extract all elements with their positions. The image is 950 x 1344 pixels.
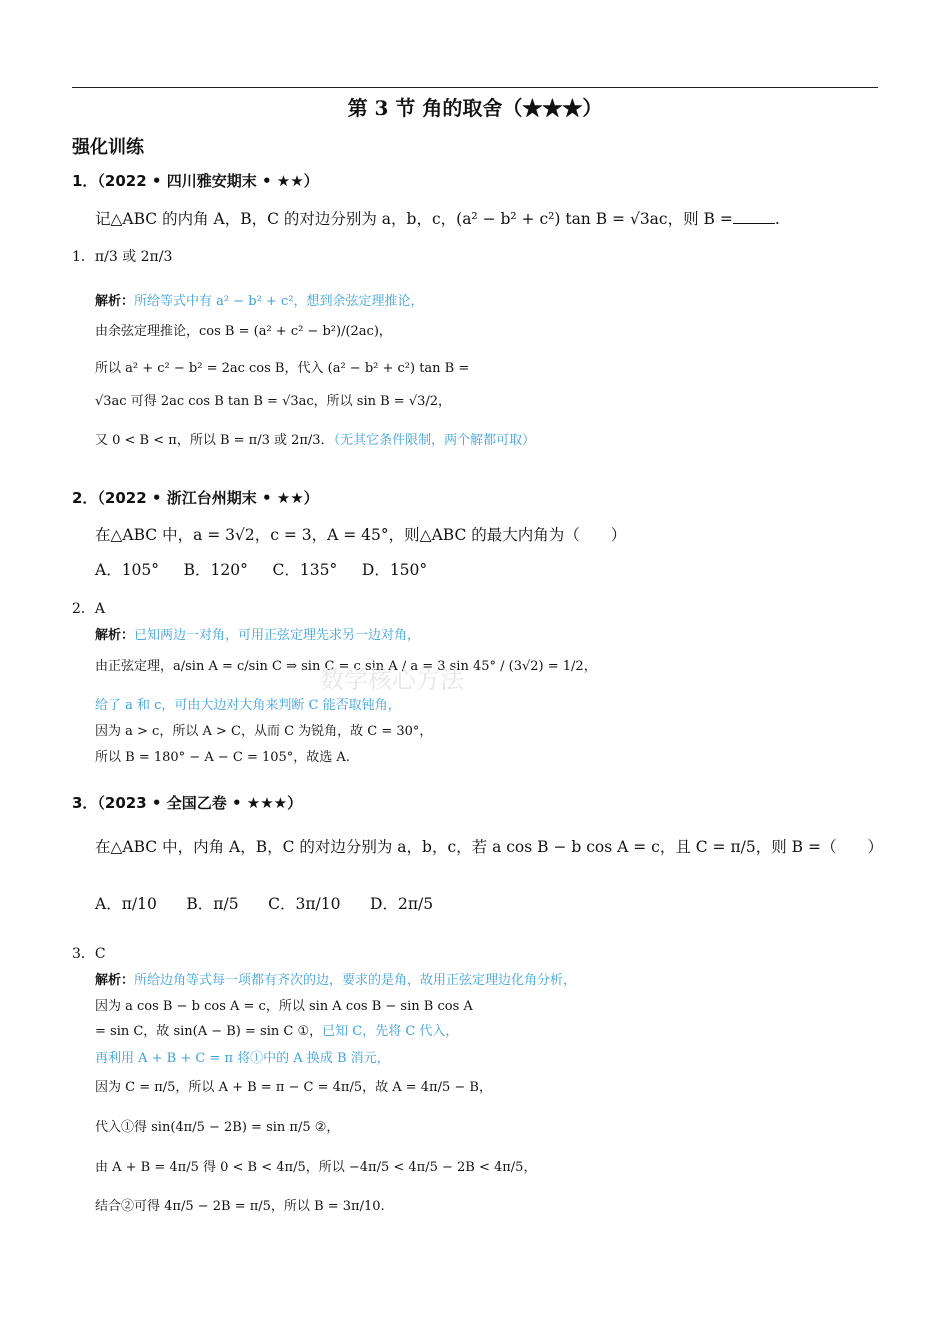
q2-stem: 在△ABC 中，a = 3√2，c = 3，A = 45°，则△ABC 的最大内角为（ ） <box>95 526 627 544</box>
q2-answer: 2．A <box>72 601 106 617</box>
q1-analysis-1 <box>95 290 423 309</box>
q1-analysis-5 <box>95 429 535 448</box>
q3-analysis-3 <box>95 1020 458 1039</box>
q2-option-a: A．105° <box>95 561 160 579</box>
q2-head: 2．（2022 • 浙江台州期末 • ★★） <box>72 489 319 507</box>
q3-hint-2: 已知 C，先将 C 代入， <box>322 1024 459 1039</box>
q3-hint-3: 再利用 A + B + C = π 将①中的 A 换成 B 消元， <box>95 1051 390 1066</box>
watermark: 数学核心方法 <box>320 666 464 694</box>
q1-head: 1．（2022 • 四川雅安期末 • ★★） <box>72 172 319 190</box>
q1-answer-prefix: 1． <box>72 249 95 265</box>
q1-stem: 记△ABC 的内角 A，B，C 的对边分别为 a，b，c，(a² − b² + c²) tan B = √3ac，则 B = . <box>95 210 780 228</box>
q1-analysis-2: 由余弦定理推论，cos B = (a² + c² − b²)/(2ac)， <box>95 324 392 339</box>
q3-hint-1: 所给边角等式每一项都有齐次的边，要求的是角，故用正弦定理边化角分析， <box>134 973 577 988</box>
section-heading: 强化训练 <box>72 137 144 158</box>
q3-analysis-5: 因为 C = π/5，所以 A + B = π − C = 4π/5，故 A = 4π/5 − B， <box>95 1080 492 1095</box>
q1-answer-blank <box>733 223 775 224</box>
q3-analysis-2: 因为 a cos B − b cos A = c，所以 sin A cos B − sin B cos A <box>95 999 473 1014</box>
q3-analysis-8: 结合②可得 4π/5 − 2B = π/5，所以 B = 3π/10. <box>95 1199 385 1214</box>
q1-answer <box>72 246 172 266</box>
q3-options <box>95 892 433 914</box>
q2-hint-2: 给了 a 和 c，可由大边对大角来判断 C 能否取钝角， <box>95 698 401 713</box>
q2-analysis-4: 因为 a > c，所以 A > C，从而 C 为锐角，故 C = 30°， <box>95 724 433 739</box>
q2-option-b: B．120° <box>183 561 248 579</box>
q1-analysis-3: 所以 a² + c² − b² = 2ac cos B，代入 (a² − b² + c²) tan B = <box>95 361 470 376</box>
q2-analysis-label: 解析： <box>95 628 135 643</box>
q2-analysis-5: 所以 B = 180° − A − C = 105°，故选 A. <box>95 750 350 765</box>
q3-analysis-label: 解析： <box>95 973 135 988</box>
q2-option-c: C．135° <box>272 561 338 579</box>
q3-option-d: D．2π/5 <box>370 895 434 913</box>
q3-stem: 在△ABC 中，内角 A，B，C 的对边分别为 a，b，c，若 a cos B − b cos A = c，且 C = π/5，则 B =（ ） <box>95 838 883 856</box>
q1-hint-2: （无其它条件限制，两个解都可取） <box>333 433 536 448</box>
q1-stem-text: 记△ABC 的内角 A，B，C 的对边分别为 a，b，c，(a² − b² + c²) tan B = √3ac，则 B = <box>95 210 733 228</box>
q3-option-a: A．π/10 <box>95 895 157 913</box>
q3-option-c: C．3π/10 <box>268 895 341 913</box>
q2-options <box>95 558 427 580</box>
q1-conclusion: 又 0 < B < π，所以 B = π/3 或 2π/3． <box>95 433 334 448</box>
q1-hint-1: 所给等式中有 a² − b² + c²，想到余弦定理推论， <box>134 294 424 309</box>
q3-head: 3．（2023 • 全国乙卷 • ★★★） <box>72 794 303 812</box>
q3-option-b: B．π/5 <box>186 895 239 913</box>
q2-hint-1: 已知两边一对角，可用正弦定理先求另一边对角， <box>134 628 421 643</box>
q1-answer-value: π/3 或 2π/3 <box>94 249 173 265</box>
q2-analysis-2: 由正弦定理，a/sin A = c/sin C ⇒ sin C = c sin A / a = 3 sin 45° / (3√2) = 1/2， <box>95 659 597 674</box>
q3-analysis-7: 由 A + B = 4π/5 得 0 < B < 4π/5，所以 −4π/5 < 4π/5 − 2B < 4π/5， <box>95 1160 537 1175</box>
q1-analysis-label: 解析： <box>95 294 135 309</box>
q3-step-3: = sin C，故 sin(A − B) = sin C ①， <box>95 1024 323 1039</box>
q2-analysis-1 <box>95 624 420 643</box>
page-title: 第 3 节 角的取舍（★★★） <box>347 96 603 120</box>
top-rule <box>72 87 878 88</box>
q3-analysis-1 <box>95 969 576 988</box>
q2-option-d: D．150° <box>361 561 428 579</box>
q1-analysis-4: √3ac 可得 2ac cos B tan B = √3ac，所以 sin B = √3/2， <box>95 394 452 409</box>
q3-answer: 3．C <box>72 946 106 962</box>
q3-analysis-6: 代入①得 sin(4π/5 − 2B) = sin π/5 ②， <box>95 1120 340 1135</box>
